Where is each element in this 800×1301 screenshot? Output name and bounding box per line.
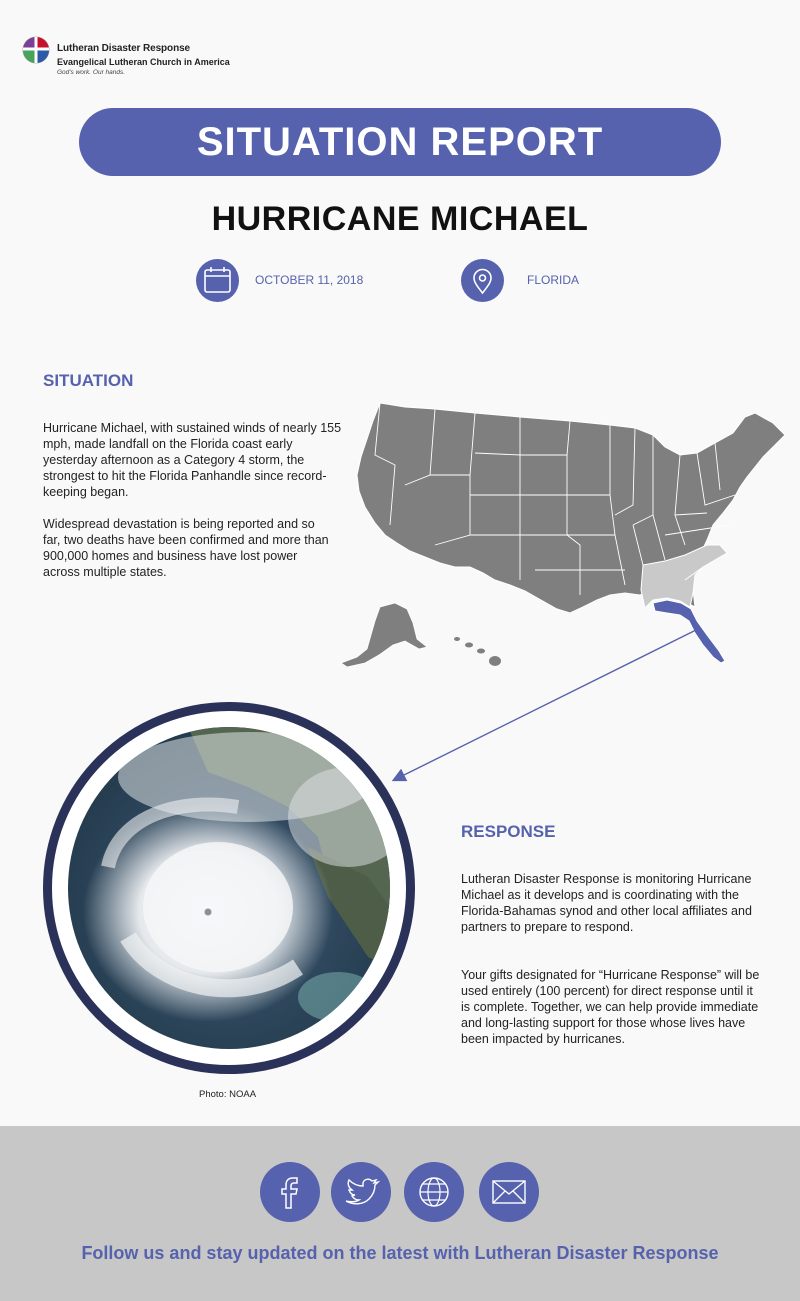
twitter-button[interactable] [331, 1162, 391, 1222]
facebook-button[interactable] [260, 1162, 320, 1222]
us-map [335, 395, 795, 675]
response-paragraph-2: Your gifts designated for “Hurricane Response” will be used entirely (100 percent) for direct response until it is complete. Together, we can help provide immediate and long-lasting support for those whose lives have been impacted by hurricanes. [461, 968, 760, 1046]
logo-name: Lutheran Disaster Response [57, 43, 190, 54]
logo-org: Evangelical Lutheran Church in America [57, 57, 230, 67]
situation-paragraph-2: Widespread devastation is being reported and so far, two deaths have been confirmed and more than 900,000 homes and business have lost power across multiple states. [43, 517, 329, 579]
alaska-shape [341, 603, 427, 667]
twitter-icon [331, 1162, 391, 1222]
florida-shape [653, 600, 725, 663]
report-date: OCTOBER 11, 2018 [255, 273, 364, 287]
report-location: FLORIDA [527, 273, 580, 287]
page-title: HURRICANE MICHAEL [211, 200, 589, 238]
follow-text: Follow us and stay updated on the latest with Lutheran Disaster Response [81, 1243, 719, 1263]
elca-cross-icon [22, 36, 50, 64]
logo-tagline: God's work. Our hands. [57, 69, 126, 76]
response-heading: RESPONSE [461, 822, 556, 841]
email-button[interactable] [479, 1162, 539, 1222]
mail-icon [479, 1162, 539, 1222]
response-paragraph-1: Lutheran Disaster Response is monitoring Hurricane Michael as it develops and is coordinating with the Florida-Bahamas synod and other local affiliates and partners to prepare to respond. [461, 872, 752, 934]
hurricane-photo [68, 727, 390, 1049]
situation-paragraph-1: Hurricane Michael, with sustained winds of nearly 155 mph, made landfall on the Florida coast early yesterday afternoon as a Category 4 storm, the strongest to hit the Florida Panhandle since record-keeping began. [43, 421, 342, 499]
hawaii-shape [454, 637, 501, 666]
report-banner: SITUATION REPORT [79, 108, 721, 176]
photo-caption: Photo: NOAA [199, 1089, 257, 1100]
globe-icon [404, 1162, 464, 1222]
logo [22, 36, 282, 80]
location-pin-icon [461, 259, 504, 302]
us-mainland-shape [357, 403, 785, 613]
situation-heading: SITUATION [43, 371, 134, 390]
website-button[interactable] [404, 1162, 464, 1222]
footer [0, 1126, 800, 1301]
calendar-icon [196, 259, 239, 302]
facebook-icon [260, 1162, 320, 1222]
